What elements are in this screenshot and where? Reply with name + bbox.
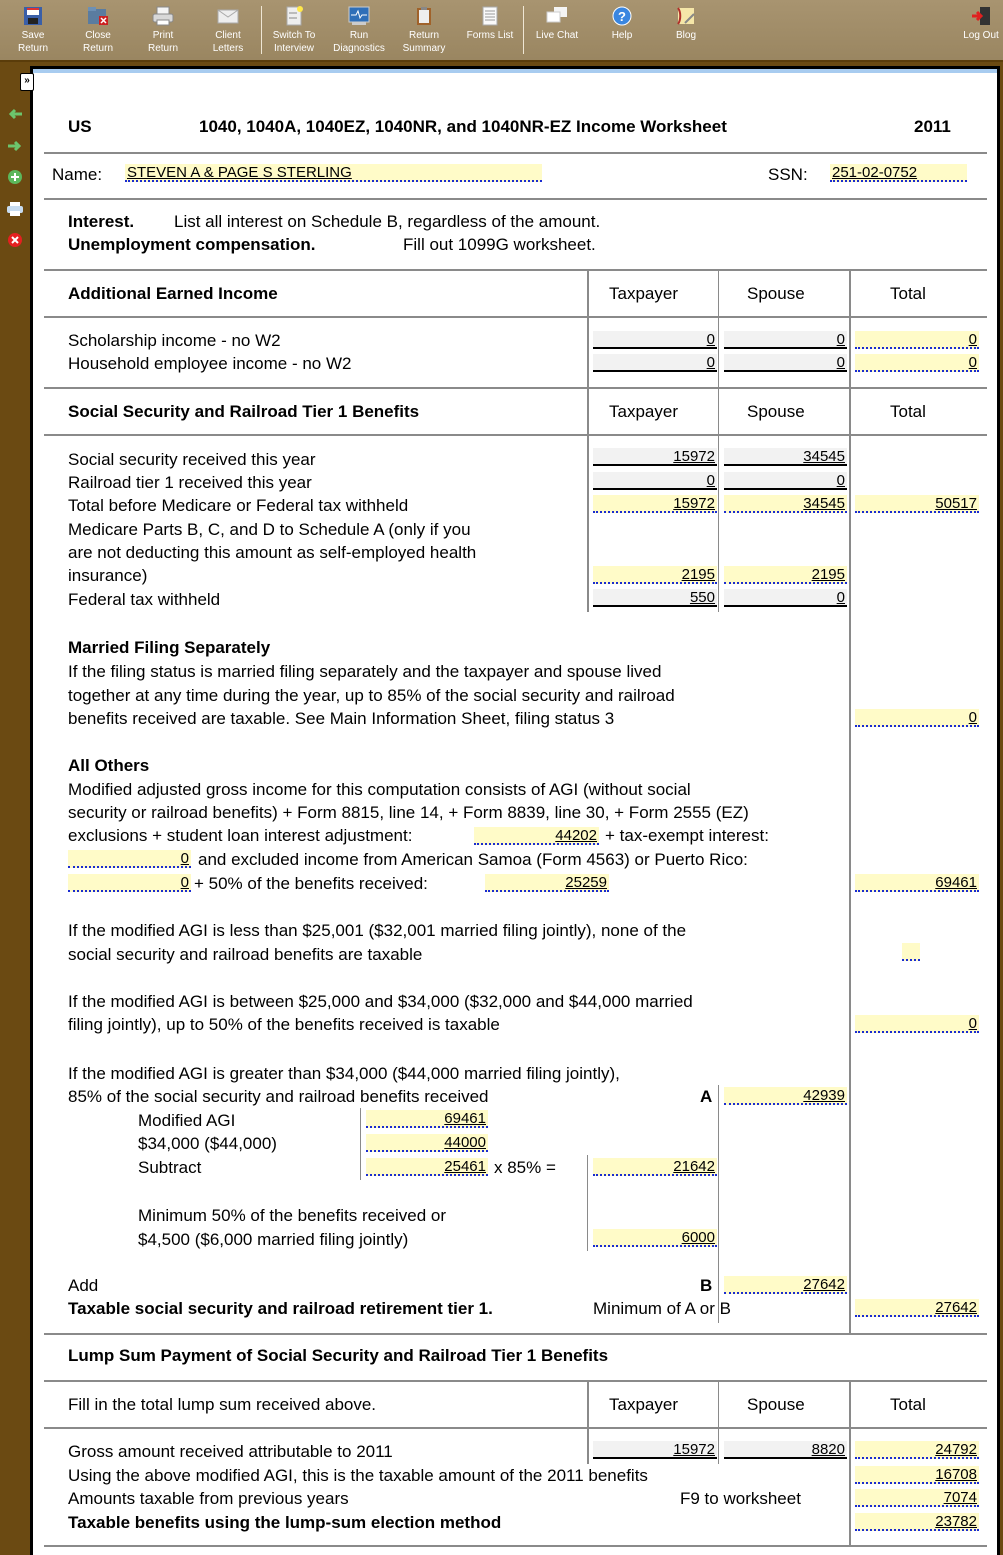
chat-bubbles-icon (546, 6, 568, 26)
arrow-left-icon[interactable] (6, 106, 24, 122)
all-others-line1: Modified adjusted gross income for this computation consists of AGI (without social (68, 780, 691, 799)
tier-greater-line1: If the modified AGI is greater than $34,000 ($44,000 married filing jointly), (68, 1064, 620, 1083)
modified-agi-total-field[interactable]: 69461 (855, 874, 979, 892)
column-divider (587, 1381, 589, 1464)
federal-withheld-label: Federal tax withheld (68, 590, 221, 609)
mfs-total-field[interactable]: 0 (855, 709, 979, 727)
tier-less-line1: If the modified AGI is less than $25,001 ($32,001 married filing jointly), none of the (68, 921, 687, 940)
total-before-spouse-field[interactable]: 34545 (724, 495, 847, 513)
threshold-field[interactable]: 44000 (366, 1134, 488, 1152)
col-header-spouse: Spouse (747, 1395, 805, 1414)
tier-less-line2: social security and railroad benefits are taxable (68, 945, 423, 964)
samoa-pr-field[interactable]: 0 (68, 874, 191, 892)
print-return-button[interactable]: Print Return (132, 4, 194, 58)
ssn-field[interactable]: 251-02-0752 (830, 164, 967, 182)
divider (44, 434, 987, 436)
return-summary-button[interactable]: Return Summary (393, 4, 455, 58)
fill-in-lump-sum-label: Fill in the total lump sum received above. (68, 1395, 377, 1414)
line-a-field[interactable]: 42939 (724, 1087, 847, 1105)
col-header-taxpayer: Taxpayer (609, 402, 678, 421)
all-others-line5: + 50% of the benefits received: (194, 874, 428, 893)
times-85-field[interactable]: 21642 (593, 1158, 717, 1176)
taxpayer-name-field[interactable]: STEVEN A & PAGE S STERLING (125, 164, 542, 182)
gross-total-field[interactable]: 24792 (855, 1441, 979, 1459)
column-divider (587, 388, 589, 612)
household-taxpayer-field[interactable]: 0 (593, 354, 717, 372)
all-others-line2: security or railroad benefits) + Form 8815, line 14, + Form 8839, line 30, + Form 2555 (EZ) (68, 803, 749, 822)
save-return-button[interactable]: Save Return (2, 4, 64, 58)
minimum-50-line1: Minimum 50% of the benefits received or (138, 1206, 447, 1225)
household-spouse-field[interactable]: 0 (724, 354, 847, 372)
column-divider (587, 1155, 588, 1251)
all-others-line4: and excluded income from American Samoa (Form 4563) or Puerto Rico: (198, 850, 748, 869)
col-header-total: Total (890, 284, 926, 303)
col-header-spouse: Spouse (747, 284, 805, 303)
railroad-taxpayer-field[interactable]: 0 (593, 472, 717, 490)
modified-agi-label: Modified AGI (138, 1111, 236, 1130)
col-header-spouse: Spouse (747, 402, 805, 421)
close-return-button[interactable]: Close Return (67, 4, 129, 58)
modified-agi-field[interactable]: 69461 (366, 1110, 488, 1128)
household-total-field[interactable]: 0 (855, 354, 979, 372)
railroad-received-label: Railroad tier 1 received this year (68, 473, 312, 492)
page-top-border (33, 69, 997, 73)
add-circle-icon[interactable] (6, 169, 24, 185)
line-a-label: A (700, 1087, 713, 1106)
divider (44, 387, 987, 389)
student-loan-adjustment-field[interactable]: 44202 (474, 827, 599, 845)
medicare-spouse-field[interactable]: 2195 (724, 566, 847, 584)
additional-earned-income-title: Additional Earned Income (68, 284, 278, 303)
help-button[interactable]: ? Help (591, 4, 653, 58)
total-before-taxpayer-field[interactable]: 15972 (593, 495, 717, 513)
run-diagnostics-button[interactable]: Run Diagnostics (328, 4, 390, 58)
tax-exempt-label: + tax-exempt interest: (605, 826, 769, 845)
tier-less-total-field[interactable] (902, 943, 920, 961)
live-chat-button[interactable]: Live Chat (526, 4, 588, 58)
form-title: 1040, 1040A, 1040EZ, 1040NR, and 1040NR-EZ Income Worksheet (199, 117, 727, 136)
divider (44, 1545, 987, 1547)
column-divider (718, 270, 719, 388)
forms-list-icon (479, 6, 501, 26)
diagnostics-monitor-icon (348, 6, 370, 26)
household-employee-label: Household employee income - no W2 (68, 354, 352, 373)
railroad-spouse-field[interactable]: 0 (724, 472, 847, 490)
all-others-line3: exclusions + student loan interest adjustment: (68, 826, 413, 845)
gross-spouse-field[interactable]: 8820 (724, 1441, 847, 1459)
scholarship-taxpayer-field[interactable]: 0 (593, 331, 717, 349)
toolbar-separator (261, 6, 262, 54)
divider (44, 1333, 987, 1335)
ssn-label: SSN: (768, 165, 808, 184)
country-label: US (68, 117, 92, 136)
previous-years-field[interactable]: 7074 (855, 1489, 979, 1507)
folder-close-icon (87, 6, 109, 26)
forms-list-button[interactable]: Forms List (459, 4, 521, 58)
taxable-ss-label: Taxable social security and railroad retirement tier 1. (68, 1299, 493, 1318)
column-divider (849, 270, 851, 388)
main-toolbar (0, 0, 1003, 62)
minimum-a-or-b-label: Minimum of A or B (593, 1299, 731, 1318)
printer-icon (152, 6, 174, 26)
gross-taxpayer-field[interactable]: 15972 (593, 1441, 717, 1459)
printer-icon[interactable] (6, 201, 24, 217)
help-icon (611, 6, 633, 26)
svg-text:?: ? (618, 9, 626, 24)
taxable-2011-field[interactable]: 16708 (855, 1466, 979, 1484)
tier-between-total-field[interactable]: 0 (855, 1015, 979, 1033)
delete-x-icon[interactable] (6, 232, 24, 248)
scroll-quill-icon (675, 6, 697, 26)
f9-worksheet-link[interactable]: F9 to worksheet (680, 1489, 801, 1508)
lump-sum-title: Lump Sum Payment of Social Security and Railroad Tier 1 Benefits (68, 1346, 609, 1365)
scholarship-total-field[interactable]: 0 (855, 331, 979, 349)
tax-year: 2011 (914, 117, 951, 136)
blog-button[interactable]: Blog (655, 4, 717, 58)
col-header-total: Total (890, 1395, 926, 1414)
medicare-label-line2: are not deducting this amount as self-employed health (68, 543, 477, 562)
half-benefits-field[interactable]: 25259 (485, 874, 609, 892)
tier-between-line1: If the modified AGI is between $25,000 and $34,000 ($32,000 and $44,000 married (68, 992, 693, 1011)
mfs-text-line1: If the filing status is married filing separately and the taxpayer and spouse lived (68, 662, 662, 681)
subtract-label: Subtract (138, 1158, 202, 1177)
column-divider (360, 1108, 361, 1180)
medicare-taxpayer-field[interactable]: 2195 (593, 566, 717, 584)
switch-to-interview-button[interactable]: Switch To Interview (263, 4, 325, 58)
subtract-field[interactable]: 25461 (366, 1158, 488, 1176)
minimum-50-field[interactable]: 6000 (593, 1229, 717, 1247)
divider (44, 269, 987, 271)
toolbar-separator (523, 6, 524, 54)
logout-door-icon (970, 6, 992, 26)
tax-exempt-interest-field[interactable]: 0 (68, 850, 191, 868)
total-before-total-field[interactable]: 50517 (855, 495, 979, 513)
tier-greater-line2: 85% of the social security and railroad benefits received (68, 1087, 489, 1106)
ss-received-taxpayer-field[interactable]: 15972 (593, 448, 717, 466)
taxable-2011-label: Using the above modified AGI, this is the taxable amount of the 2011 benefits (68, 1466, 648, 1485)
col-header-taxpayer: Taxpayer (609, 1395, 678, 1414)
floppy-disk-icon (22, 6, 44, 26)
left-sidebar (0, 62, 32, 1555)
gross-amount-label: Gross amount received attributable to 2011 (68, 1442, 393, 1461)
divider (44, 316, 987, 318)
add-label: Add (68, 1276, 99, 1295)
column-divider (849, 388, 851, 1334)
scholarship-spouse-field[interactable]: 0 (724, 331, 847, 349)
medicare-label-line3: insurance) (68, 566, 148, 585)
times-85-label: x 85% = (494, 1158, 556, 1177)
threshold-label: $34,000 ($44,000) (138, 1134, 277, 1153)
interest-note: List all interest on Schedule B, regardless of the amount. (174, 212, 601, 231)
federal-withheld-taxpayer-field[interactable]: 550 (593, 589, 717, 607)
tier-between-line2: filing jointly), up to 50% of the benefits received is taxable (68, 1015, 500, 1034)
minimum-50-line2: $4,500 ($6,000 married filing jointly) (138, 1230, 409, 1249)
ss-received-label: Social security received this year (68, 450, 316, 469)
col-header-taxpayer: Taxpayer (609, 284, 678, 303)
line-b-label: B (700, 1276, 713, 1295)
lump-sum-method-label: Taxable benefits using the lump-sum election method (68, 1513, 502, 1532)
all-others-title: All Others (68, 756, 150, 775)
taxable-ss-total-field[interactable]: 27642 (855, 1299, 979, 1317)
line-b-field[interactable]: 27642 (724, 1276, 847, 1294)
mfs-text-line3: benefits received are taxable. See Main Information Sheet, filing status 3 (68, 709, 615, 728)
unemployment-note: Fill out 1099G worksheet. (403, 235, 596, 254)
col-header-total: Total (890, 402, 926, 421)
mfs-text-line2: together at any time during the year, up to 85% of the social security and railroad (68, 686, 675, 705)
unemployment-label: Unemployment compensation. (68, 235, 316, 254)
interview-icon (283, 6, 305, 26)
scholarship-label: Scholarship income - no W2 (68, 331, 281, 350)
column-divider (718, 1085, 719, 1323)
ss-benefits-title: Social Security and Railroad Tier 1 Benefits (68, 402, 420, 421)
total-before-medicare-label: Total before Medicare or Federal tax withheld (68, 496, 409, 515)
medicare-label-line1: Medicare Parts B, C, and D to Schedule A (only if you (68, 520, 471, 539)
federal-withheld-spouse-field[interactable]: 0 (724, 589, 847, 607)
column-divider (849, 1381, 851, 1546)
clipboard-icon (413, 6, 435, 26)
lump-sum-method-field[interactable]: 23782 (855, 1513, 979, 1531)
column-divider (718, 1381, 719, 1464)
log-out-button[interactable]: Log Out (950, 4, 1003, 58)
interest-label: Interest. (68, 212, 135, 231)
divider (44, 152, 987, 154)
previous-years-label: Amounts taxable from previous years (68, 1489, 349, 1508)
client-letters-button[interactable]: Client Letters (197, 4, 259, 58)
divider (44, 198, 987, 200)
arrow-right-icon[interactable] (6, 138, 24, 154)
expand-panel-button[interactable]: » (20, 73, 34, 91)
divider (44, 1427, 987, 1429)
mfs-title: Married Filing Separately (68, 638, 271, 657)
ss-received-spouse-field[interactable]: 34545 (724, 448, 847, 466)
column-divider (587, 270, 589, 388)
divider (44, 1380, 987, 1382)
name-label: Name: (52, 165, 103, 184)
column-divider (718, 388, 719, 612)
envelope-icon (217, 6, 239, 26)
